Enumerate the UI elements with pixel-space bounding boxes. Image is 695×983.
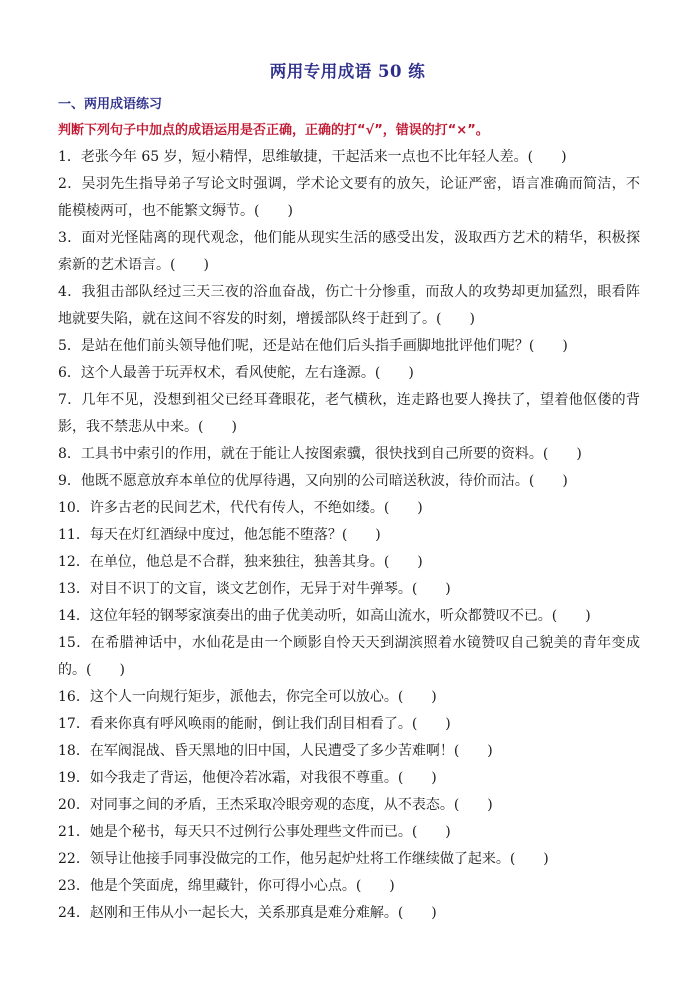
question-item: 2．吴羽先生指导弟子写论文时强调，学术论文要有的放矢，论证严密，语言准确而简洁，不能模棱两可，也不能繁文缛节。( ): [58, 176, 640, 219]
question-item: 19．如今我走了背运，他便冷若冰霜，对我很不尊重。( ): [58, 770, 437, 786]
question-item: 17．看来你真有呼风唤雨的能耐，倒让我们刮目相看了。( ): [58, 716, 451, 732]
question-item: 1．老张今年 65 岁，短小精悍，思维敏捷，干起活来一点也不比年轻人差。( ): [58, 149, 567, 165]
question-item: 6．这个人最善于玩弄权术，看风使舵，左右逢源。( ): [58, 365, 414, 381]
question-item: 8．工具书中索引的作用，就在于能让人按图索骥，很快找到自己所要的资料。( ): [58, 446, 582, 462]
section-heading: 一、两用成语练习: [58, 97, 163, 112]
question-item: 15．在希腊神话中，水仙花是由一个顾影自怜天天到湖滨照着水镜赞叹自己貌美的青年变成的。( ): [58, 635, 640, 678]
page-title: 两用专用成语 50 练: [269, 62, 426, 81]
question-item: 24．赵刚和王伟从小一起长大，关系那真是难分难解。( ): [58, 905, 437, 921]
question-item: 11．每天在灯红酒绿中度过，他怎能不堕落？( ): [58, 527, 381, 543]
question-item: 12．在单位，他总是不合群，独来独往，独善其身。( ): [58, 554, 423, 570]
question-item: 14．这位年轻的钢琴家演奏出的曲子优美动听，如高山流水，听众都赞叹不已。( ): [58, 608, 591, 624]
question-item: 4．我狙击部队经过三天三夜的浴血奋战，伤亡十分惨重，而敌人的攻势却更加猛烈，眼看阵地就要失陷，就在这间不容发的时刻，增援部队终于赶到了。( ): [58, 284, 640, 327]
question-item: 16．这个人一向规行矩步，派他去，你完全可以放心。( ): [58, 689, 437, 705]
question-item: 3．面对光怪陆离的现代观念，他们能从现实生活的感受出发，汲取西方艺术的精华，积极探索新的艺术语言。( ): [58, 230, 640, 273]
question-item: 13．对目不识丁的文盲，谈文艺创作，无异于对牛弹琴。( ): [58, 581, 451, 597]
question-item: 7．几年不见，没想到祖父已经耳聋眼花，老气横秋，连走路也要人搀扶了，望着他伛偻的背影，我不禁悲从中来。( ): [58, 392, 640, 435]
question-item: 10．许多古老的民间艺术，代代有传人，不绝如缕。( ): [58, 500, 423, 516]
question-item: 23．他是个笑面虎，绵里藏针，你可得小心点。( ): [58, 878, 395, 894]
instruction-text: 判断下列句子中加点的成语运用是否正确，正确的打“√”，错误的打“×”。: [58, 123, 489, 138]
question-item: 9．他既不愿意放弃本单位的优厚待遇，又向别的公司暗送秋波，待价而沽。( ): [58, 473, 568, 489]
question-item: 20．对同事之间的矛盾，王杰采取冷眼旁观的态度，从不表态。( ): [58, 797, 493, 813]
question-item: 21．她是个秘书，每天只不过例行公事处理些文件而已。( ): [58, 824, 451, 840]
question-item: 18．在军阀混战、昏天黑地的旧中国，人民遭受了多少苦难啊！( ): [58, 743, 493, 759]
question-item: 22．领导让他接手同事没做完的工作，他另起炉灶将工作继续做了起来。( ): [58, 851, 549, 867]
question-list: [58, 144, 640, 927]
question-item: 5．是站在他们前头领导他们呢，还是站在他们后头指手画脚地批评他们呢？( ): [58, 338, 568, 354]
